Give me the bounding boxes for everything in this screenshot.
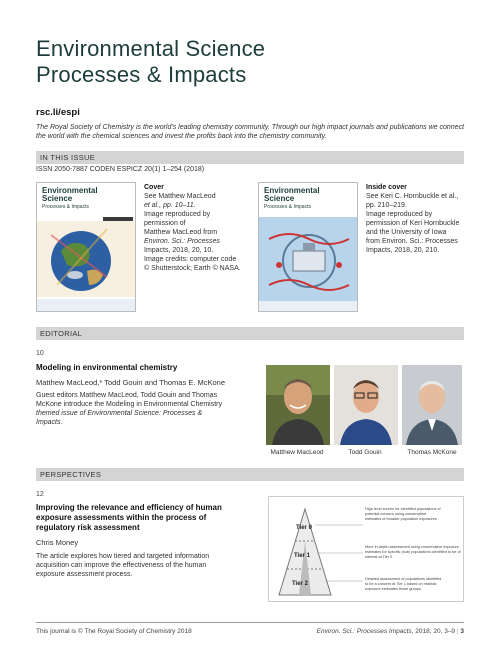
journal-title [36,36,476,88]
sampler-image-icon [259,215,358,312]
tier-desc-line: estimates for specific (sub) populations identified to be of [365,550,461,554]
cover-line: Impacts, 2018, 20, 10. [144,247,214,254]
footer-citation: Environ. Sci.: Processes Impacts, 2018, 20, 3–9 | 3 [316,628,464,635]
tier-desc-line: High level screen for identified populations of [365,507,441,511]
inside-cover-line: Impacts, 2018, 20, 210. [366,247,440,254]
abstract-line: acquisition can improve the effectiveness of the human [36,562,207,569]
cover-line: permission of [144,220,186,227]
issn-line: ISSN 2050-7887 CODEN ESPICZ 20(1) 1–254 (2018) [36,166,205,173]
portrait-macleod-icon [266,365,330,445]
abstract-line: The article explores how tiered and targeted information [36,553,210,560]
tier-label: Tier 1 [294,553,310,559]
editorial-authors: Matthew MacLeod,* Todd Gouin and Thomas E. McKone [36,378,225,387]
abstract-line: McKone introduce the Modeling in Environmental Chemistry [36,401,222,408]
in-this-issue-header: IN THIS ISSUE [36,151,464,164]
inside-cover-line: and the University of Iowa [366,229,447,236]
cover-line: Image credits: computer code [144,256,237,263]
inside-cover-line: Image reproduced by [366,211,433,218]
editorial-page-number: 10 [36,350,44,357]
tier-desc-line: exposure estimates those groups [365,587,421,591]
inside-cover-thumb-title2: Science [264,194,295,203]
tier-desc-line: interest at Tier 0 [365,555,393,559]
photo-caption: Matthew MacLeod [270,449,324,456]
cover-caption [144,183,244,273]
inside-cover-caption [366,183,476,255]
tier-desc-line: More in-depth assessment using conservative exposure [365,545,459,549]
footer-volume: 2018, 20, 3–9 [413,628,456,635]
inside-cover-heading: Inside cover [366,184,407,191]
tier-desc-line: to be a concern at Tier 1 based on realistic [365,582,437,586]
footer-page-number: 3 [460,628,464,635]
perspectives-page-number: 12 [36,491,44,498]
abstract-line: Guest editors Matthew MacLeod, Todd Gouin and Thomas [36,392,218,399]
tier-desc-line: estimates of broader population exposures [365,517,437,521]
cover-line: See Matthew MacLeod [144,193,216,200]
journal-title-line2: Processes & Impacts [36,62,247,87]
cover-line: © Shutterstock; Earth © NASA. [144,265,241,272]
photo-caption: Thomas McKone [407,449,457,456]
earth-image-icon [37,215,136,312]
tier-desc-line: Detailed assessment of populations identified [365,577,442,581]
cover-thumb-subtitle: Processes & Impacts [42,204,89,210]
tier-description [365,507,461,522]
title-line: regulatory risk assessment [36,523,140,532]
abstract-line: themed issue of Environmental Science: Processes & [36,410,203,417]
inside-cover-line: permission of Keri Hornbuckle [366,220,460,227]
footer-copyright: This journal is © The Royal Society of Chemistry 2018 [36,628,192,635]
inside-cover-thumb-title1: Environmental [264,186,320,195]
tier-desc-line: potential concern using conservative [365,512,427,516]
cover-thumbnail[interactable] [36,182,136,312]
title-line: exposure assessments within the process of [36,513,207,522]
perspectives-header: PERSPECTIVES [36,468,464,481]
editorial-abstract [36,391,266,427]
journal-intro: The Royal Society of Chemistry is the world's leading chemistry community. Through our high impact journals and publications we connect the world with the chemical sciences and invest the profits back into the chemistry community. [36,124,465,140]
portrait-gouin-icon [334,365,398,445]
tier-label: Tier 2 [292,581,308,587]
editorial-title-link[interactable]: Modeling in environmental chemistry [36,363,178,372]
editor-photos [266,365,466,465]
editorial-header: EDITORIAL [36,327,464,340]
tier-description [365,545,461,560]
perspectives-author: Chris Money [36,538,79,547]
tier-diagram [268,496,464,602]
tier-label: Tier 0 [296,525,312,531]
journal-title-line1: Environmental Science [36,36,266,61]
photo-caption: Todd Gouin [348,449,382,456]
perspectives-abstract [36,552,266,579]
inside-cover-thumbnail[interactable] [258,182,358,312]
inside-cover-line: from Environ. Sci.: Processes [366,238,458,245]
portrait-mckone-icon [402,365,462,445]
cover-line: et al., pp. 10–11. [144,202,196,209]
cover-line: Image reproduced by [144,211,211,218]
title-line: Improving the relevance and efficiency of human [36,503,222,512]
tier-description [365,577,461,592]
abstract-line: Impacts. [36,419,63,426]
journal-url-link[interactable]: rsc.li/espi [36,107,80,118]
cover-line: Matthew MacLeod from [144,229,218,236]
cover-thumb-title2: Science [42,194,73,203]
abstract-line: exposure assessment process. [36,571,133,578]
inside-cover-line: See Keri C. Hornbuckle et al., [366,193,459,200]
cover-thumb-title1: Environmental [42,186,98,195]
inside-cover-thumb-subtitle: Processes & Impacts [264,204,311,210]
perspectives-title-link[interactable] [36,503,266,533]
cover-line: Environ. Sci.: Processes [144,238,220,245]
footer-journal: Environ. Sci.: Processes Impacts, [316,628,414,635]
cover-heading: Cover [144,184,164,191]
footer-divider [36,622,464,623]
inside-cover-line: pp. 210–219. [366,202,407,209]
